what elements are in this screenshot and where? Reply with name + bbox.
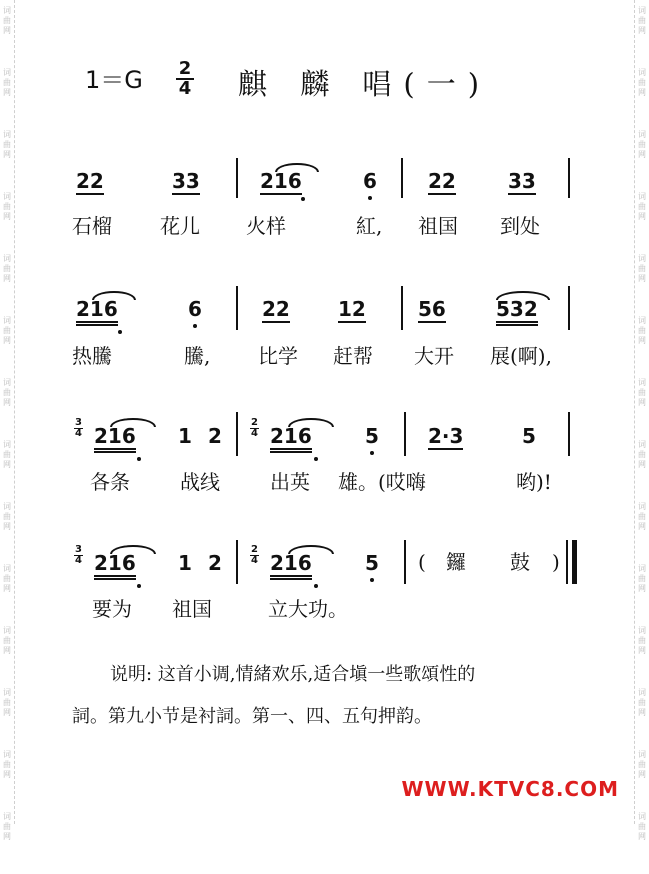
low-octave-dot (368, 196, 372, 200)
note-group: 22 (262, 297, 290, 321)
key-signature: 1＝G (85, 66, 143, 94)
note: 5 (365, 551, 379, 575)
bar-line (404, 412, 406, 456)
lyric: 哟)! (516, 470, 552, 494)
note: 2 (208, 551, 222, 575)
lyric: 祖国 (172, 597, 212, 621)
lyric: 祖国 (418, 214, 458, 238)
bar-line (568, 286, 570, 330)
note: 1 (178, 424, 192, 448)
watermark: 词曲网 (3, 254, 11, 283)
explanation-line-2: 詞。第九小节是衬詞。第一、四、五句押韵。 (72, 706, 432, 727)
low-octave-dot (137, 457, 141, 461)
low-octave-dot (118, 330, 122, 334)
time-signature-change (250, 545, 259, 566)
time-signature-bottom: 4 (251, 428, 258, 439)
time-signature (176, 60, 194, 98)
lyric: 立大功。 (268, 597, 348, 621)
watermark: 词曲网 (638, 316, 646, 345)
bar-line (236, 158, 238, 198)
note-group: 216 (270, 425, 312, 453)
percussion-paren-close: ) (552, 550, 560, 574)
watermark: 词曲网 (3, 812, 11, 841)
note: 6 (363, 169, 377, 193)
note-group: 2·3 (428, 424, 464, 448)
watermark: 词曲网 (3, 130, 11, 159)
note-group: 56 (418, 297, 446, 321)
lyric: 比学 (258, 344, 298, 368)
song-title: 麒 麟 唱(一) (238, 67, 492, 101)
note: 5 (522, 424, 536, 448)
percussion-paren-open: ( (418, 550, 426, 574)
lyric: 騰, (184, 344, 211, 368)
watermark: 词曲网 (638, 502, 646, 531)
lyric: 大开 (414, 344, 454, 368)
time-signature-top: 3 (75, 417, 82, 428)
watermark: 词曲网 (638, 378, 646, 407)
note-group: 216 (270, 552, 312, 580)
watermark: 词曲网 (638, 192, 646, 221)
lyric: 石榴 (72, 214, 112, 238)
watermark: 词曲网 (3, 502, 11, 531)
time-signature-top: 2 (251, 544, 258, 555)
note-group: 532 (496, 298, 538, 326)
note: 1 (178, 551, 192, 575)
bar-line (401, 158, 403, 198)
lyric: 出英 (270, 470, 310, 494)
bar-line (236, 286, 238, 330)
watermark: 词曲网 (638, 440, 646, 469)
time-signature-bottom: 4 (251, 555, 258, 566)
bar-line (236, 540, 238, 584)
lyric: 火样 (246, 214, 286, 238)
low-octave-dot (301, 197, 305, 201)
note-group: 22 (76, 169, 104, 193)
end-bar-thin (566, 540, 568, 584)
time-signature-change (74, 545, 83, 566)
note-group: 33 (508, 169, 536, 193)
lyric: 展(啊), (490, 344, 552, 368)
low-octave-dot (314, 584, 318, 588)
watermark: 词曲网 (638, 254, 646, 283)
lyric: 花儿 (160, 214, 200, 238)
low-octave-dot (137, 584, 141, 588)
time-signature-bottom: 4 (75, 555, 82, 566)
watermark: 词曲网 (638, 6, 646, 35)
lyric: 战线 (180, 470, 220, 494)
low-octave-dot (370, 578, 374, 582)
lyric: 赶帮 (333, 344, 373, 368)
watermark: 词曲网 (3, 626, 11, 655)
watermark: 词曲网 (3, 688, 11, 717)
lyric: 热騰 (72, 344, 112, 368)
time-signature-top: 2 (251, 417, 258, 428)
note-group: 216 (94, 425, 136, 453)
bar-line (401, 286, 403, 330)
percussion-luo: 鑼 (446, 550, 466, 574)
watermark: 词曲网 (3, 440, 11, 469)
lyric: 各条 (90, 470, 130, 494)
watermark: 词曲网 (638, 564, 646, 593)
time-signature-bottom: 4 (75, 428, 82, 439)
note-group: 33 (172, 169, 200, 193)
left-watermark-strip (0, 0, 15, 841)
watermark: 词曲网 (3, 564, 11, 593)
watermark: 词曲网 (3, 316, 11, 345)
note: 5 (365, 424, 379, 448)
watermark: 词曲网 (3, 68, 11, 97)
right-watermark-strip (634, 0, 649, 841)
note-group: 22 (428, 169, 456, 193)
watermark: 词曲网 (3, 378, 11, 407)
watermark: 词曲网 (3, 750, 11, 779)
lyric: 紅, (356, 214, 383, 238)
low-octave-dot (193, 324, 197, 328)
bar-line (568, 158, 570, 198)
site-watermark: WWW.KTVC8.COM (401, 777, 619, 801)
end-bar-thick (572, 540, 577, 584)
watermark: 词曲网 (638, 626, 646, 655)
time-signature-bottom: 4 (176, 78, 194, 98)
watermark: 词曲网 (638, 130, 646, 159)
explanation-line-1: 说明: 这首小调,情緒欢乐,适合塡一些歌頌性的 (110, 664, 476, 685)
note: 2 (208, 424, 222, 448)
time-signature-change (250, 418, 259, 439)
lyric: 要为 (92, 597, 132, 621)
note-group: 216 (76, 298, 118, 326)
bar-line (404, 540, 406, 584)
watermark: 词曲网 (638, 688, 646, 717)
time-signature-top: 2 (178, 58, 192, 79)
watermark: 词曲网 (638, 68, 646, 97)
bar-line (236, 412, 238, 456)
time-signature-top: 3 (75, 544, 82, 555)
low-octave-dot (314, 457, 318, 461)
note-group: 12 (338, 297, 366, 321)
low-octave-dot (370, 451, 374, 455)
watermark: 词曲网 (638, 750, 646, 779)
watermark: 词曲网 (3, 192, 11, 221)
note-group: 216 (94, 552, 136, 580)
lyric: 雄。(哎嗨 (338, 470, 426, 494)
watermark: 词曲网 (3, 6, 11, 35)
watermark: 词曲网 (638, 812, 646, 841)
note: 6 (188, 297, 202, 321)
bar-line (568, 412, 570, 456)
percussion-gu: 鼓 (510, 550, 530, 574)
lyric: 到处 (500, 214, 540, 238)
note-group: 216 (260, 169, 302, 193)
time-signature-change (74, 418, 83, 439)
